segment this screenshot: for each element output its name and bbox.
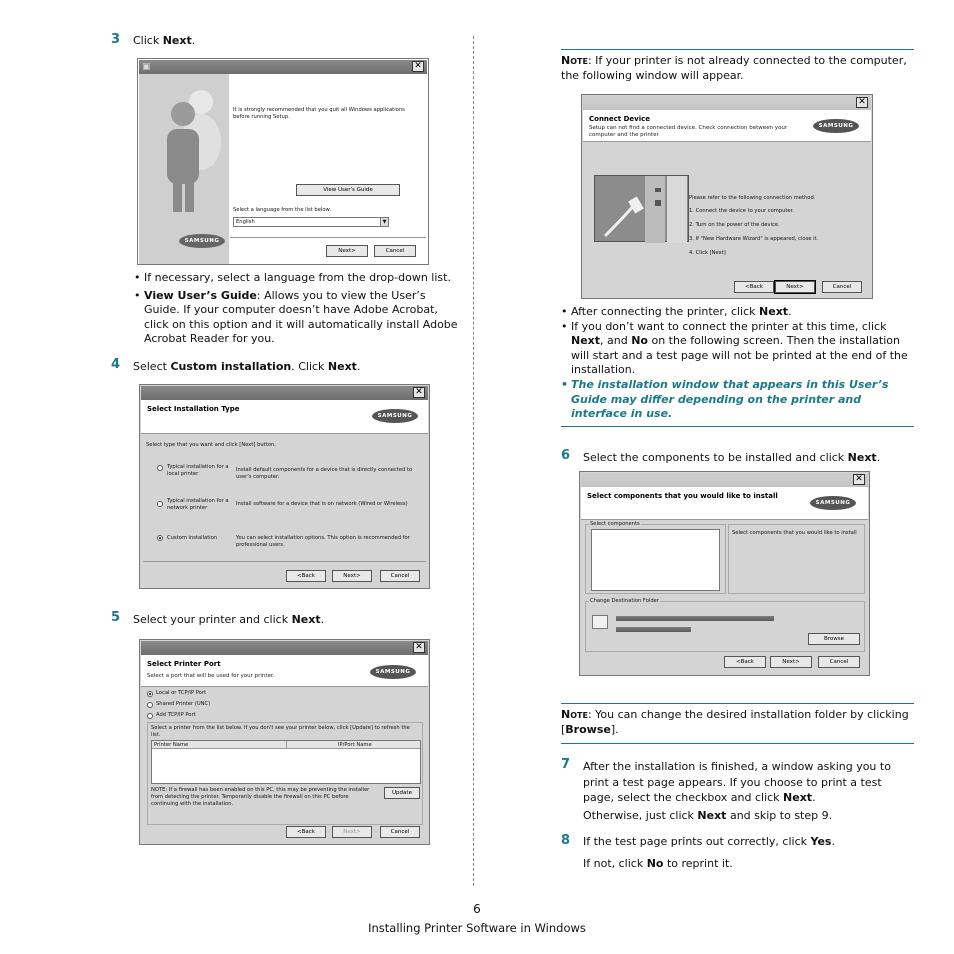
step-text: 4. Click [Next] <box>689 250 726 256</box>
firewall-note: NOTE: If a firewall has been enabled on this PC, this may be preventing the installer from detecting the printer. Temporarily disable the firewall on this PC before continuing with the installation. <box>151 787 370 807</box>
window-title: Select Printer Port <box>147 660 221 668</box>
step-number: 7 <box>561 757 571 772</box>
note-rule <box>561 743 914 744</box>
radio-label: Add TCP/IP Port <box>156 712 196 718</box>
next-button[interactable]: Next> <box>326 245 368 257</box>
step-6-text: Select the components to be installed and click Next. <box>583 451 881 464</box>
column-header[interactable]: IP/Port Name <box>338 742 372 748</box>
refer-text: Please refer to the following connection method. <box>689 195 816 201</box>
note-text: Note: If your printer is not already connected to the computer, the following window will appear. <box>561 54 907 82</box>
close-icon[interactable]: ✕ <box>412 61 424 72</box>
language-select[interactable]: English ▼ <box>233 217 389 227</box>
note-text: Note: You can change the desired installation folder by clicking [Browse]. <box>561 708 909 736</box>
local-port-radio[interactable] <box>147 691 153 697</box>
step-3-text: Click Next. <box>133 34 196 47</box>
shared-printer-radio[interactable] <box>147 702 153 708</box>
chevron-down-icon: ▼ <box>380 218 388 226</box>
radio-label: Shared Printer (UNC) <box>156 701 211 707</box>
list-item: • After connecting the printer, click Next. <box>561 305 916 320</box>
browse-button[interactable]: Browse <box>808 633 860 645</box>
close-icon[interactable]: ✕ <box>413 387 425 398</box>
list-instruction: Select a printer from the list below. If you don't see your printer below, click [Update] to refresh the list. <box>151 725 410 738</box>
select-components-window <box>579 471 870 676</box>
wizard-banner <box>139 74 229 264</box>
window-title: Connect Device <box>589 115 651 123</box>
intro-text: It is strongly recommended that you quit all Windows applications before running Setup. <box>233 107 405 120</box>
description-text: Select components that you would like to install <box>732 530 857 536</box>
option-label: Custom installation <box>167 535 218 541</box>
back-button[interactable]: <Back <box>286 826 326 838</box>
samsung-logo: SAMSUNG <box>370 665 416 679</box>
option-description: Install software for a device that is on network (Wired or Wireless) <box>236 501 408 507</box>
option-description: You can select installation options. This option is recommended for professional users. <box>236 535 410 548</box>
cancel-button[interactable]: Cancel <box>374 245 416 257</box>
radio-label: Local or TCP/IP Port <box>156 690 207 696</box>
note-rule <box>561 49 914 50</box>
step-text: 2. Turn on the power of the device. <box>689 222 780 228</box>
window-title: Select Installation Type <box>147 405 240 413</box>
components-list[interactable] <box>591 529 720 591</box>
folder-path <box>616 616 774 621</box>
close-icon[interactable]: ✕ <box>413 642 425 653</box>
connect-device-window <box>581 94 873 299</box>
folder-icon <box>592 615 608 629</box>
custom-installation-radio[interactable] <box>157 535 163 541</box>
printer-list-group <box>147 722 423 825</box>
samsung-logo: SAMSUNG <box>372 409 418 423</box>
step-7-followup: Otherwise, just click Next and skip to step 9. <box>583 809 833 822</box>
step-number: 3 <box>111 32 121 47</box>
printer-port-window <box>139 639 430 845</box>
next-button[interactable]: Next> <box>332 570 372 582</box>
note-rule <box>561 426 914 427</box>
next-button[interactable]: Next> <box>332 826 372 838</box>
note-rule <box>561 703 914 704</box>
step-4-text: Select Custom installation. Click Next. <box>133 360 361 373</box>
next-button[interactable]: Next> <box>770 656 812 668</box>
cancel-button[interactable]: Cancel <box>380 570 420 582</box>
step-text: 1. Connect the device to your computer. <box>689 208 794 214</box>
back-button[interactable]: <Back <box>734 281 774 293</box>
installation-type-window <box>139 384 430 589</box>
cancel-button[interactable]: Cancel <box>822 281 862 293</box>
destination-folder-group: Change Destination Folder Browse <box>585 601 865 652</box>
option-description: Install default components for a device that is directly connected to user's computer. <box>236 467 413 480</box>
column-divider <box>473 36 474 886</box>
list-item: • View User’s Guide: Allows you to view the User’s Guide. If your computer doesn’t have Adobe Acrobat, click on this option and it will automatically install Adobe Acrobat Reader for you. <box>134 289 464 347</box>
list-item: • If you don’t want to connect the printer at this time, click Next, and No on the following screen. Then the installation will start and a test page will not be printed at the end of the installation. <box>561 320 916 378</box>
list-item: • If necessary, select a language from the drop-down list. <box>134 271 464 286</box>
update-button[interactable]: Update <box>384 787 420 799</box>
folder-path <box>616 627 691 632</box>
language-label: Select a language from the list below. <box>233 207 331 213</box>
typical-network-radio[interactable] <box>157 501 163 507</box>
step-number: 6 <box>561 448 571 463</box>
instruction-text: Select type that you want and click [Next] button. <box>146 442 276 448</box>
step-8-text: If the test page prints out correctly, click Yes. <box>583 835 835 848</box>
page-number: 6 <box>473 902 481 916</box>
step-5-text: Select your printer and click Next. <box>133 613 325 626</box>
column-header[interactable]: Printer Name <box>154 742 189 748</box>
close-icon[interactable]: ✕ <box>856 97 868 108</box>
option-label: Typical installation for a network printer <box>167 498 229 511</box>
option-label: Typical installation for a local printer <box>167 464 229 477</box>
next-button[interactable]: Next> <box>775 281 815 293</box>
list-item: • The installation window that appears in this User’s Guide may differ depending on the printer and interface in use. <box>561 378 916 422</box>
close-icon[interactable]: ✕ <box>853 474 865 485</box>
window-subtitle: Setup can not find a connected device. Check connection between your computer and the printer <box>589 125 788 138</box>
step-number: 8 <box>561 833 571 848</box>
step-number: 4 <box>111 357 121 372</box>
cable-illustration-icon <box>594 175 689 242</box>
step-text: 3. If "New Hardware Wizard" is appeared, close it. <box>689 236 819 242</box>
samsung-logo: SAMSUNG <box>810 496 856 510</box>
add-tcpip-radio[interactable] <box>147 713 153 719</box>
description-group <box>728 524 865 594</box>
setup-window <box>137 58 429 265</box>
typical-local-radio[interactable] <box>157 465 163 471</box>
cancel-button[interactable]: Cancel <box>380 826 420 838</box>
cancel-button[interactable]: Cancel <box>818 656 860 668</box>
step-number: 5 <box>111 610 121 625</box>
bullet-list <box>134 271 464 347</box>
view-users-guide-button[interactable]: View User's Guide <box>296 184 400 196</box>
samsung-logo: SAMSUNG <box>179 234 225 248</box>
window-subtitle: Select a port that will be used for your printer. <box>147 673 275 679</box>
samsung-logo: SAMSUNG <box>813 119 859 133</box>
app-icon: ▣ <box>142 62 151 72</box>
footer-title: Installing Printer Software in Windows <box>368 921 586 935</box>
step-7-text: After the installation is finished, a window asking you to print a test page appears. If you choose to print a test page, select the checkbox and click Next. <box>583 760 891 804</box>
printer-table[interactable] <box>151 740 421 784</box>
step-8-followup: If not, click No to reprint it. <box>583 857 733 870</box>
bullet-list <box>561 305 916 422</box>
back-button[interactable]: <Back <box>286 570 326 582</box>
window-title: Select components that you would like to install <box>587 492 778 500</box>
components-group: Select components <box>585 524 726 594</box>
back-button[interactable]: <Back <box>724 656 766 668</box>
